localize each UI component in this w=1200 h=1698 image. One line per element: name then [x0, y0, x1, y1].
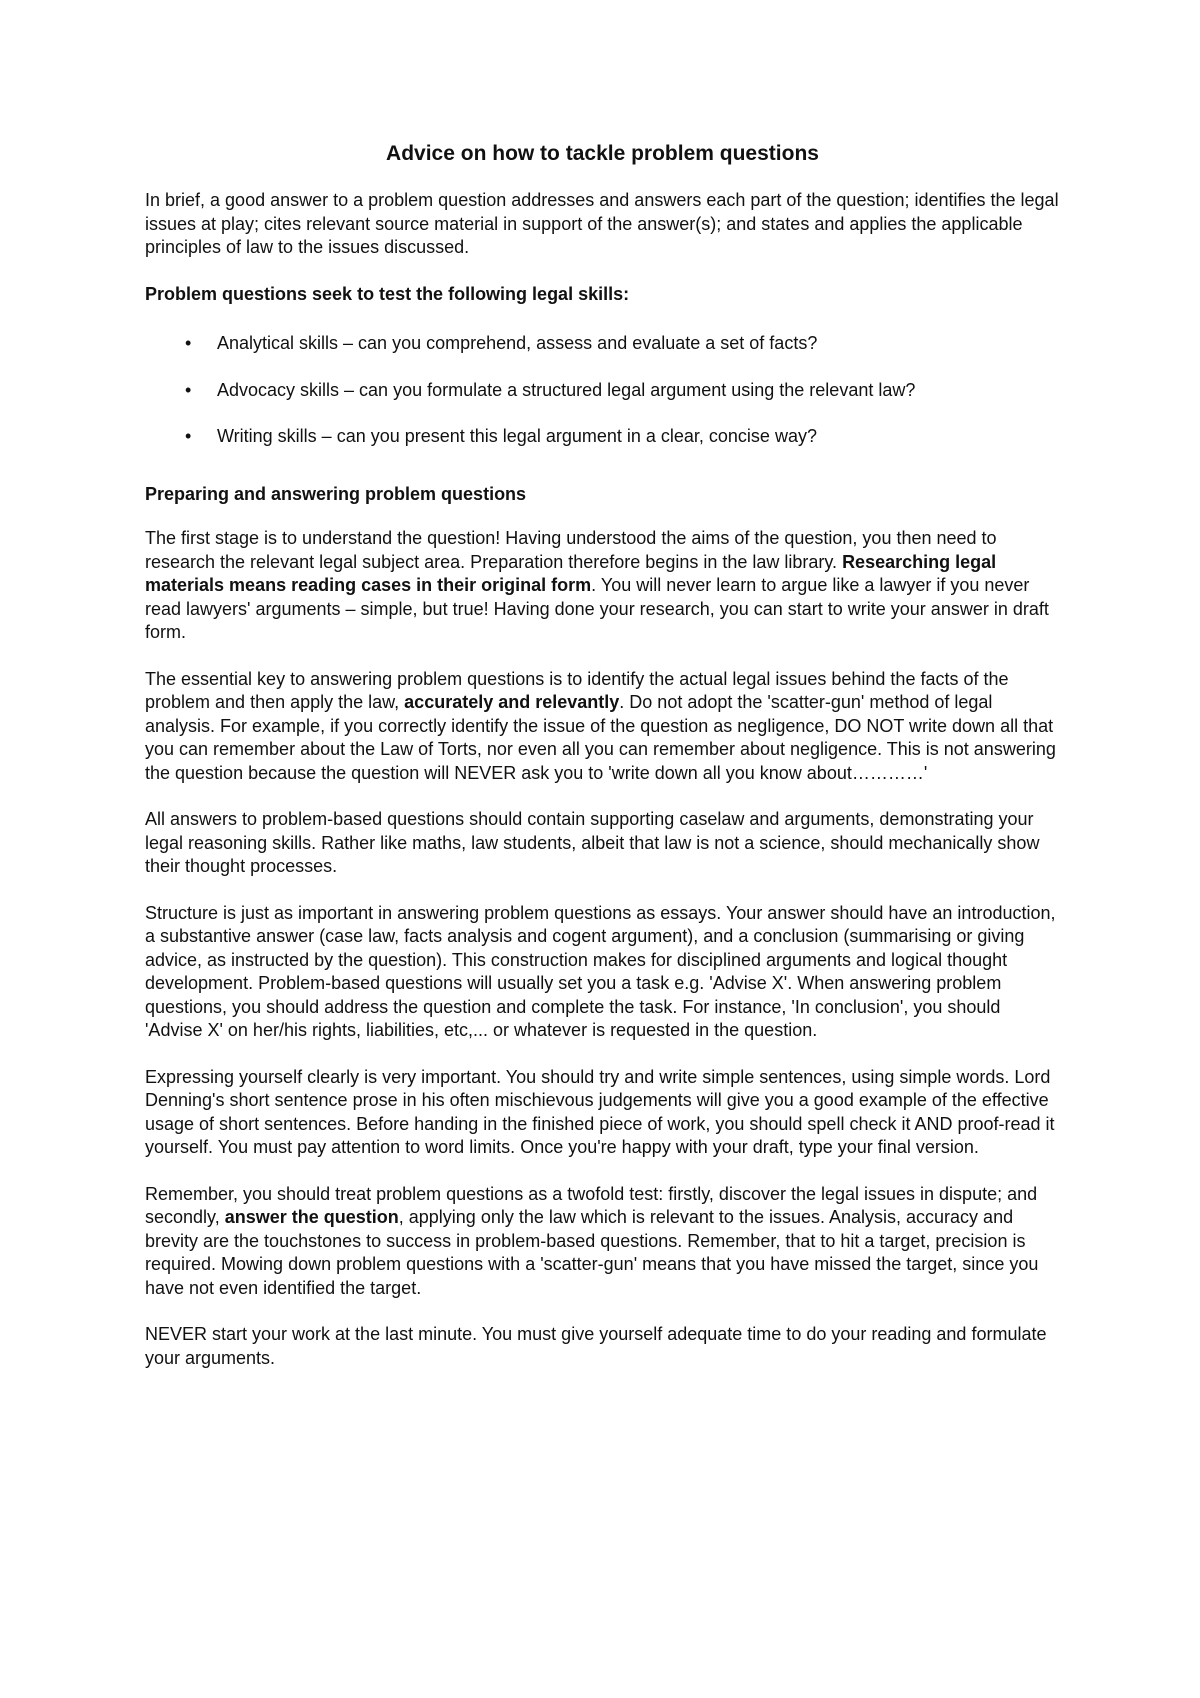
paragraph-key [145, 668, 1060, 786]
text-run: The first stage is to understand the question! Having understood the aims of the question, you then need to research the relevant legal subject area. Preparation therefore begins in the law library. [145, 528, 997, 572]
page-title: Advice on how to tackle problem questions [386, 142, 819, 165]
list-item [145, 379, 1060, 403]
intro-paragraph: In brief, a good answer to a problem question addresses and answers each part of the question; identifies the legal issues at play; cites relevant source material in support of the answer(s); and states and applies the applicable principles of law to the issues discussed. [145, 190, 1059, 257]
paragraph-clarity: Expressing yourself clearly is very important. You should try and write simple sentences, using simple words. Lord Denning's short sentence prose in his often mischievous judgements will give you a good example of the effective usage of short sentences. Before handing in the finished piece of work, you should spell check it AND proof-read it yourself. You must pay attention to word limits. Once you're happy with your draft, type your final version. [145, 1066, 1055, 1157]
list-item-text: Analytical skills – can you comprehend, assess and evaluate a set of facts? [217, 333, 818, 353]
paragraph-research [145, 527, 1060, 645]
emphasis-text: answer the question [224, 1207, 399, 1227]
paragraph-timing: NEVER start your work at the last minute. You must give yourself adequate time to do your reading and formulate your arguments. [145, 1324, 1047, 1368]
bullet-icon: • [185, 333, 192, 353]
list-item-text: Writing skills – can you present this legal argument in a clear, concise way? [217, 426, 817, 446]
emphasis-text: accurately and relevantly [404, 692, 620, 712]
paragraph-structure: Structure is just as important in answering problem questions as essays. Your answer should have an introduction, a substantive answer (case law, facts analysis and cogent argument), and a conclusion (summarising or giving advice, as instructed by the question). This construction makes for disciplined arguments and logical thought development. Problem-based questions will usually set you a task e.g. 'Advise X'. When answering problem questions, you should address the question and complete the task. For instance, 'In conclusion', you should 'Advise X' on her/his rights, liabilities, etc,... or whatever is requested in the question. [145, 902, 1056, 1040]
emphasis-text: Researching legal materials means reading cases in their original form [145, 551, 997, 595]
section-heading: Preparing and answering problem questions [145, 483, 527, 504]
paragraph-twofold [145, 1183, 1060, 1301]
list-item-text: Advocacy skills – can you formulate a structured legal argument using the relevant law? [217, 379, 916, 400]
text-run: , applying only the law which is relevant to the issues. Analysis, accuracy and brevity are the touchstones to success in problem-based questions. Remember, that to hit a target, precision is required. Mowing down problem questions with a 'scatter-gun' means that you have missed the target, since you have not even identified the target. [145, 1207, 1039, 1298]
list-item [145, 425, 1060, 449]
text-run: . Do not adopt the 'scatter-gun' method of legal analysis. For example, if you correctly identify the issue of the question as negligence, DO NOT write down all that you can remember about the Law of Torts, nor even all you can remember about negligence. This is not answering the question because the question will NEVER ask you to 'write down all you know about…………' [145, 692, 1056, 783]
bullet-icon: • [185, 379, 192, 400]
text-run: . You will never learn to argue like a lawyer if you never read lawyers' arguments – simple, but true! Having done your research, you can start to write your answer in draft form. [145, 575, 1049, 642]
skills-list [145, 332, 1060, 449]
paragraph-caselaw: All answers to problem-based questions should contain supporting caselaw and arguments, demonstrating your legal reasoning skills. Rather like maths, law students, albeit that law is not a science, should mechanically show their thought processes. [145, 809, 1040, 876]
list-item [145, 332, 1060, 356]
text-run: Remember, you should treat problem questions as a twofold test: firstly, discover the legal issues in dispute; and secondly, [145, 1183, 1038, 1227]
skills-heading: Problem questions seek to test the following legal skills: [145, 283, 630, 304]
text-run: The essential key to answering problem questions is to identify the actual legal issues behind the facts of the problem and then apply the law, [145, 668, 1009, 712]
bullet-icon: • [185, 426, 192, 446]
